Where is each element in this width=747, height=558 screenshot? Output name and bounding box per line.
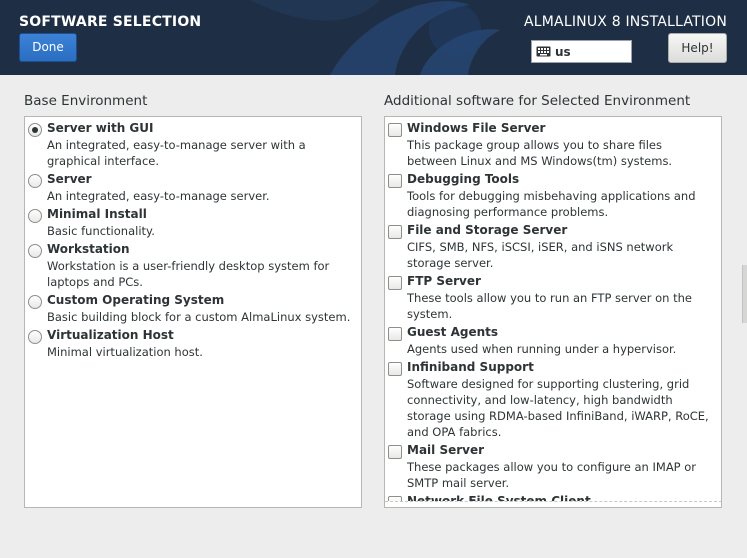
env-item-description: An integrated, easy-to-manage server.: [47, 189, 270, 203]
env-item-server[interactable]: [25, 170, 361, 204]
addon-item-name: FTP Server: [407, 274, 481, 288]
addon-item-description: This package group allows you to share files between Linux and MS Windows(tm) systems.: [407, 138, 673, 168]
checkbox[interactable]: [388, 327, 402, 341]
env-item-description: Workstation is a user-friendly desktop system for laptops and PCs.: [47, 259, 330, 289]
env-item-description: Basic building block for a custom AlmaLinux system.: [47, 310, 351, 324]
env-item-name: Virtualization Host: [47, 328, 174, 342]
addon-item-description: CIFS, SMB, NFS, iSCSI, iSER, and iSNS network storage server.: [407, 240, 674, 270]
addon-item-description: Tools for debugging misbehaving applications and diagnosing performance problems.: [407, 189, 696, 219]
addon-item-description: Software designed for supporting clustering, grid connectivity, and low-latency, high bandwidth storage using RDMA-based InfiniBand, iWARP, RoCE, and OPA fabrics.: [407, 377, 709, 439]
addon-item-ftp-server[interactable]: [385, 272, 722, 322]
env-item-server-with-gui[interactable]: [25, 119, 361, 169]
env-item-name: Custom Operating System: [47, 293, 225, 307]
checkbox[interactable]: [388, 276, 402, 290]
addon-item-windows-file-server[interactable]: [385, 119, 722, 169]
keyboard-layout-indicator[interactable]: [531, 40, 632, 63]
list-scroll-fade: [385, 501, 722, 507]
checkbox[interactable]: [388, 225, 402, 239]
done-button[interactable]: Done: [19, 33, 77, 62]
env-item-name: Workstation: [47, 242, 130, 256]
base-environment-list: [24, 116, 362, 508]
addon-item-mail-server[interactable]: [385, 441, 722, 491]
radio-button[interactable]: [28, 295, 42, 309]
env-item-custom-operating-system[interactable]: [25, 291, 361, 325]
radio-button[interactable]: [28, 330, 42, 344]
addon-item-name: Infiniband Support: [407, 360, 534, 374]
radio-button[interactable]: [28, 244, 42, 258]
addon-item-file-and-storage-server[interactable]: [385, 221, 722, 271]
addon-item-name: Mail Server: [407, 443, 485, 457]
brand-swirl-graphic: [0, 0, 747, 75]
keyboard-icon: [536, 46, 551, 57]
additional-software-list: [384, 116, 722, 508]
addon-item-name: Windows File Server: [407, 121, 546, 135]
addon-item-description: Agents used when running under a hypervisor.: [407, 342, 677, 356]
scrollbar[interactable]: [742, 265, 747, 323]
addon-item-debugging-tools[interactable]: [385, 170, 722, 220]
panel-border: [721, 116, 722, 508]
addon-item-description: These packages allow you to configure an IMAP or SMTP mail server.: [407, 460, 697, 490]
checkbox[interactable]: [388, 445, 402, 459]
radio-button[interactable]: [28, 209, 42, 223]
env-item-name: Server: [47, 172, 92, 186]
help-button[interactable]: Help!: [668, 33, 727, 63]
radio-button[interactable]: [28, 123, 42, 137]
page-title: SOFTWARE SELECTION: [19, 14, 202, 30]
env-item-name: Server with GUI: [47, 121, 154, 135]
env-item-virtualization-host[interactable]: [25, 326, 361, 360]
addon-item-guest-agents[interactable]: [385, 323, 722, 357]
env-item-description: Basic functionality.: [47, 224, 155, 238]
checkbox[interactable]: [388, 174, 402, 188]
addon-item-description: These tools allow you to run an FTP server on the system.: [407, 291, 692, 321]
env-item-description: An integrated, easy-to-manage server with a graphical interface.: [47, 138, 306, 168]
env-item-workstation[interactable]: [25, 240, 361, 290]
header-bar: [0, 0, 747, 75]
addon-item-infiniband-support[interactable]: [385, 358, 722, 440]
env-item-minimal-install[interactable]: [25, 205, 361, 239]
checkbox[interactable]: [388, 123, 402, 137]
base-environment-heading: Base Environment: [24, 93, 148, 109]
installation-title: ALMALINUX 8 INSTALLATION: [524, 14, 727, 30]
addon-item-name: Guest Agents: [407, 325, 499, 339]
keyboard-layout-label: us: [555, 44, 571, 59]
checkbox[interactable]: [388, 362, 402, 376]
additional-software-heading: Additional software for Selected Environment: [384, 93, 691, 109]
env-item-name: Minimal Install: [47, 207, 147, 221]
addon-item-name: File and Storage Server: [407, 223, 568, 237]
env-item-description: Minimal virtualization host.: [47, 345, 203, 359]
addon-item-name: Debugging Tools: [407, 172, 520, 186]
radio-button[interactable]: [28, 174, 42, 188]
